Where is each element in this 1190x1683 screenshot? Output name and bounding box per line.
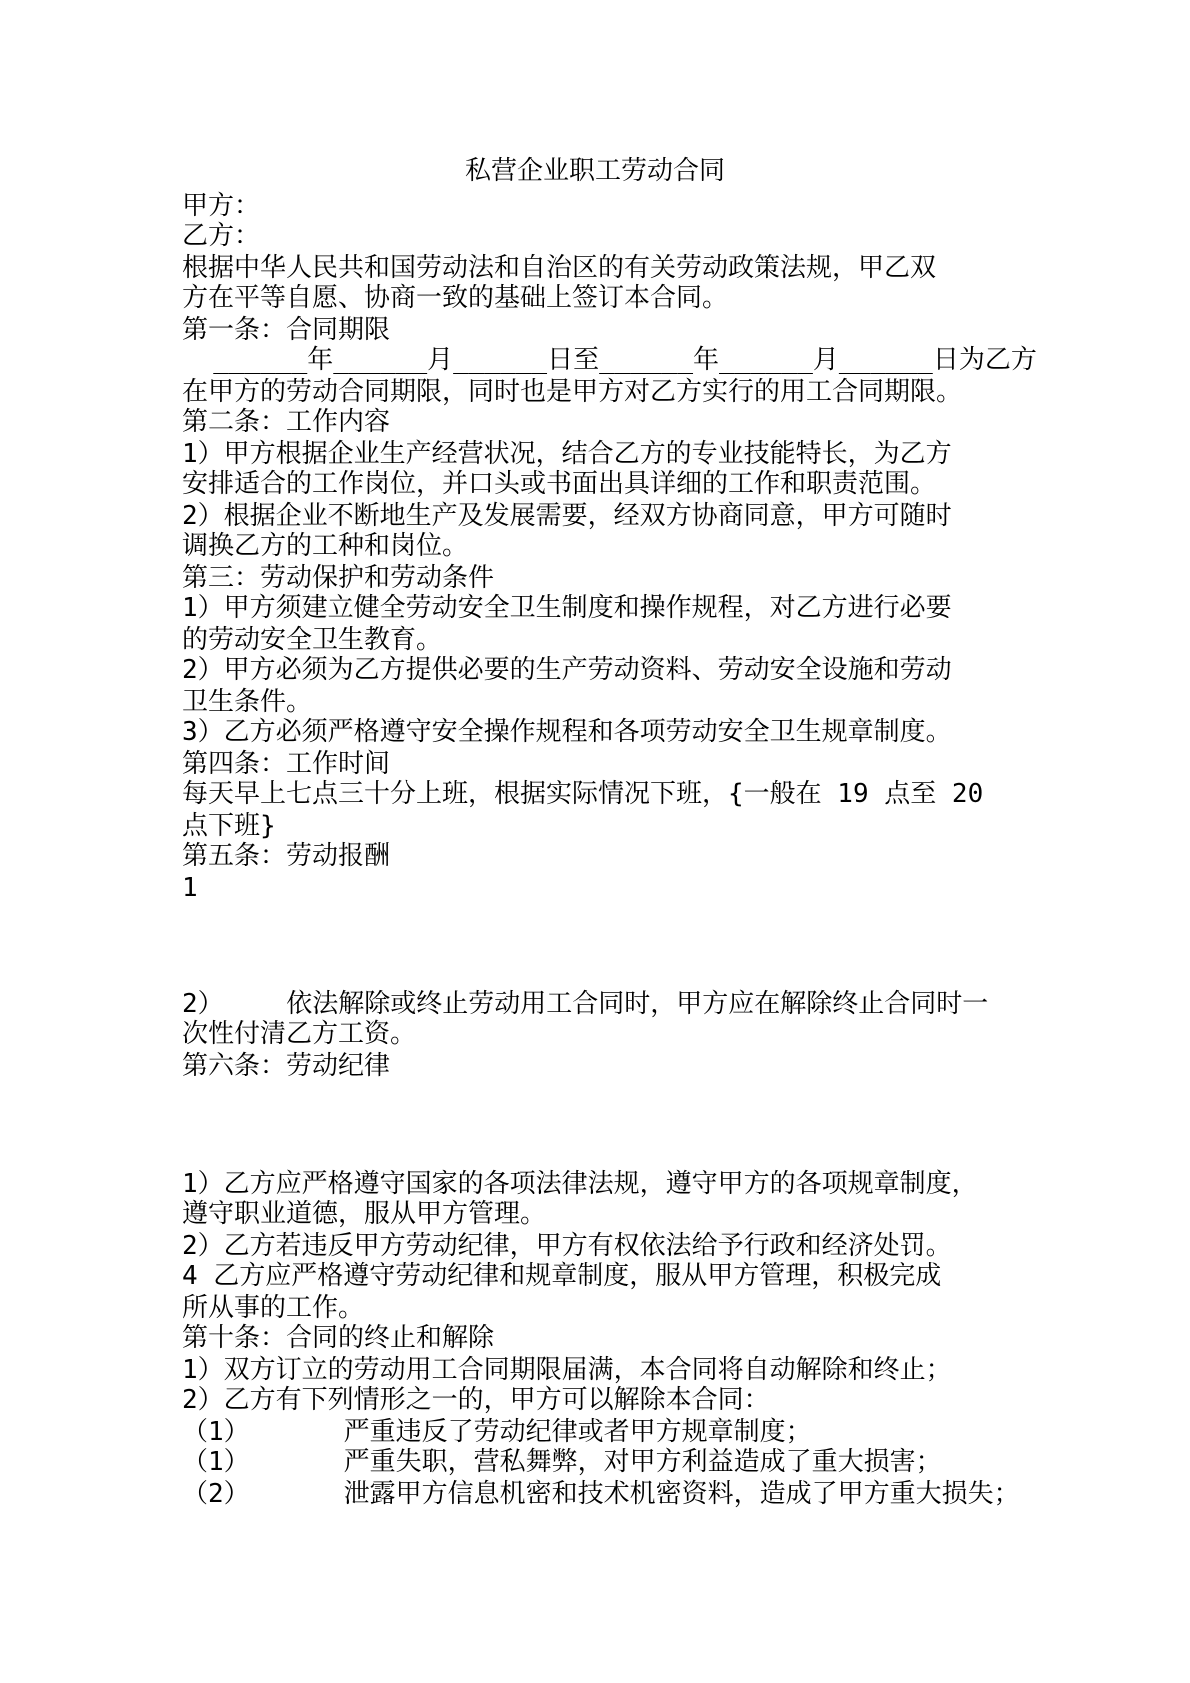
list-item: （1） 严重失职，营私舞弊，对甲方利益造成了重大损害；	[182, 1447, 942, 1477]
paragraph-line: 2）根据企业不断地生产及发展需要，经双方协商同意，甲方可随时	[182, 501, 952, 531]
section-heading: 第一条：合同期限	[182, 315, 391, 345]
paragraph-line: 1）双方订立的劳动用工合同期限届满，本合同将自动解除和终止；	[182, 1355, 952, 1385]
section-heading: 第六条：劳动纪律	[182, 1051, 391, 1081]
paragraph-line: 根据中华人民共和国劳动法和自治区的有关劳动政策法规，甲乙双	[182, 253, 937, 283]
party-b-line: 乙方：	[182, 221, 261, 251]
list-item: （2） 泄露甲方信息机密和技术机密资料，造成了甲方重大损失；	[182, 1479, 1020, 1509]
paragraph-line: 2） 依法解除或终止劳动用工合同时，甲方应在解除终止合同时一	[182, 989, 989, 1019]
party-a-line: 甲方：	[182, 191, 261, 221]
section-heading: 第十条：合同的终止和解除	[182, 1323, 495, 1353]
paragraph-line: 2）乙方若违反甲方劳动纪律，甲方有权依法给予行政和经济处罚。	[182, 1231, 952, 1261]
paragraph-line: ______年______月______日至______年______月______日为乙方	[182, 345, 1037, 375]
paragraph-line: 1）甲方根据企业生产经营状况，结合乙方的专业技能特长，为乙方	[182, 439, 952, 469]
paragraph-line: 安排适合的工作岗位，并口头或书面出具详细的工作和职责范围。	[182, 469, 937, 499]
paragraph-line: 在甲方的劳动合同期限，同时也是甲方对乙方实行的用工合同期限。	[182, 377, 963, 407]
paragraph-line: 2）甲方必须为乙方提供必要的生产劳动资料、劳动安全设施和劳动	[182, 655, 952, 685]
paragraph-line: 1	[182, 873, 198, 903]
paragraph-line: 点下班}	[182, 811, 276, 841]
section-heading: 第三：劳动保护和劳动条件	[182, 563, 495, 593]
list-item: （1） 严重违反了劳动纪律或者甲方规章制度；	[182, 1417, 812, 1447]
paragraph-line: 4 乙方应严格遵守劳动纪律和规章制度，服从甲方管理，积极完成	[182, 1261, 942, 1291]
paragraph-line: 所从事的工作。	[182, 1293, 365, 1323]
paragraph-line: 2）乙方有下列情形之一的，甲方可以解除本合同：	[182, 1385, 770, 1415]
paragraph-line: 方在平等自愿、协商一致的基础上签订本合同。	[182, 283, 729, 313]
paragraph-line: 卫生条件。	[182, 687, 313, 717]
paragraph-line: 1）乙方应严格遵守国家的各项法律法规，遵守甲方的各项规章制度，	[182, 1169, 978, 1199]
paragraph-line: 的劳动安全卫生教育。	[182, 625, 443, 655]
paragraph-line: 调换乙方的工种和岗位。	[182, 531, 469, 561]
document-title: 私营企业职工劳动合同	[464, 156, 725, 186]
section-heading: 第二条：工作内容	[182, 407, 391, 437]
paragraph-line: 遵守职业道德，服从甲方管理。	[182, 1199, 547, 1229]
section-heading: 第四条：工作时间	[182, 749, 391, 779]
paragraph-line: 每天早上七点三十分上班，根据实际情况下班，{一般在 19 点至 20	[182, 779, 984, 809]
section-heading: 第五条：劳动报酬	[182, 841, 391, 871]
paragraph-line: 3）乙方必须严格遵守安全操作规程和各项劳动安全卫生规章制度。	[182, 717, 952, 747]
paragraph-line: 次性付清乙方工资。	[182, 1019, 417, 1049]
paragraph-line: 1）甲方须建立健全劳动安全卫生制度和操作规程，对乙方进行必要	[182, 593, 952, 623]
